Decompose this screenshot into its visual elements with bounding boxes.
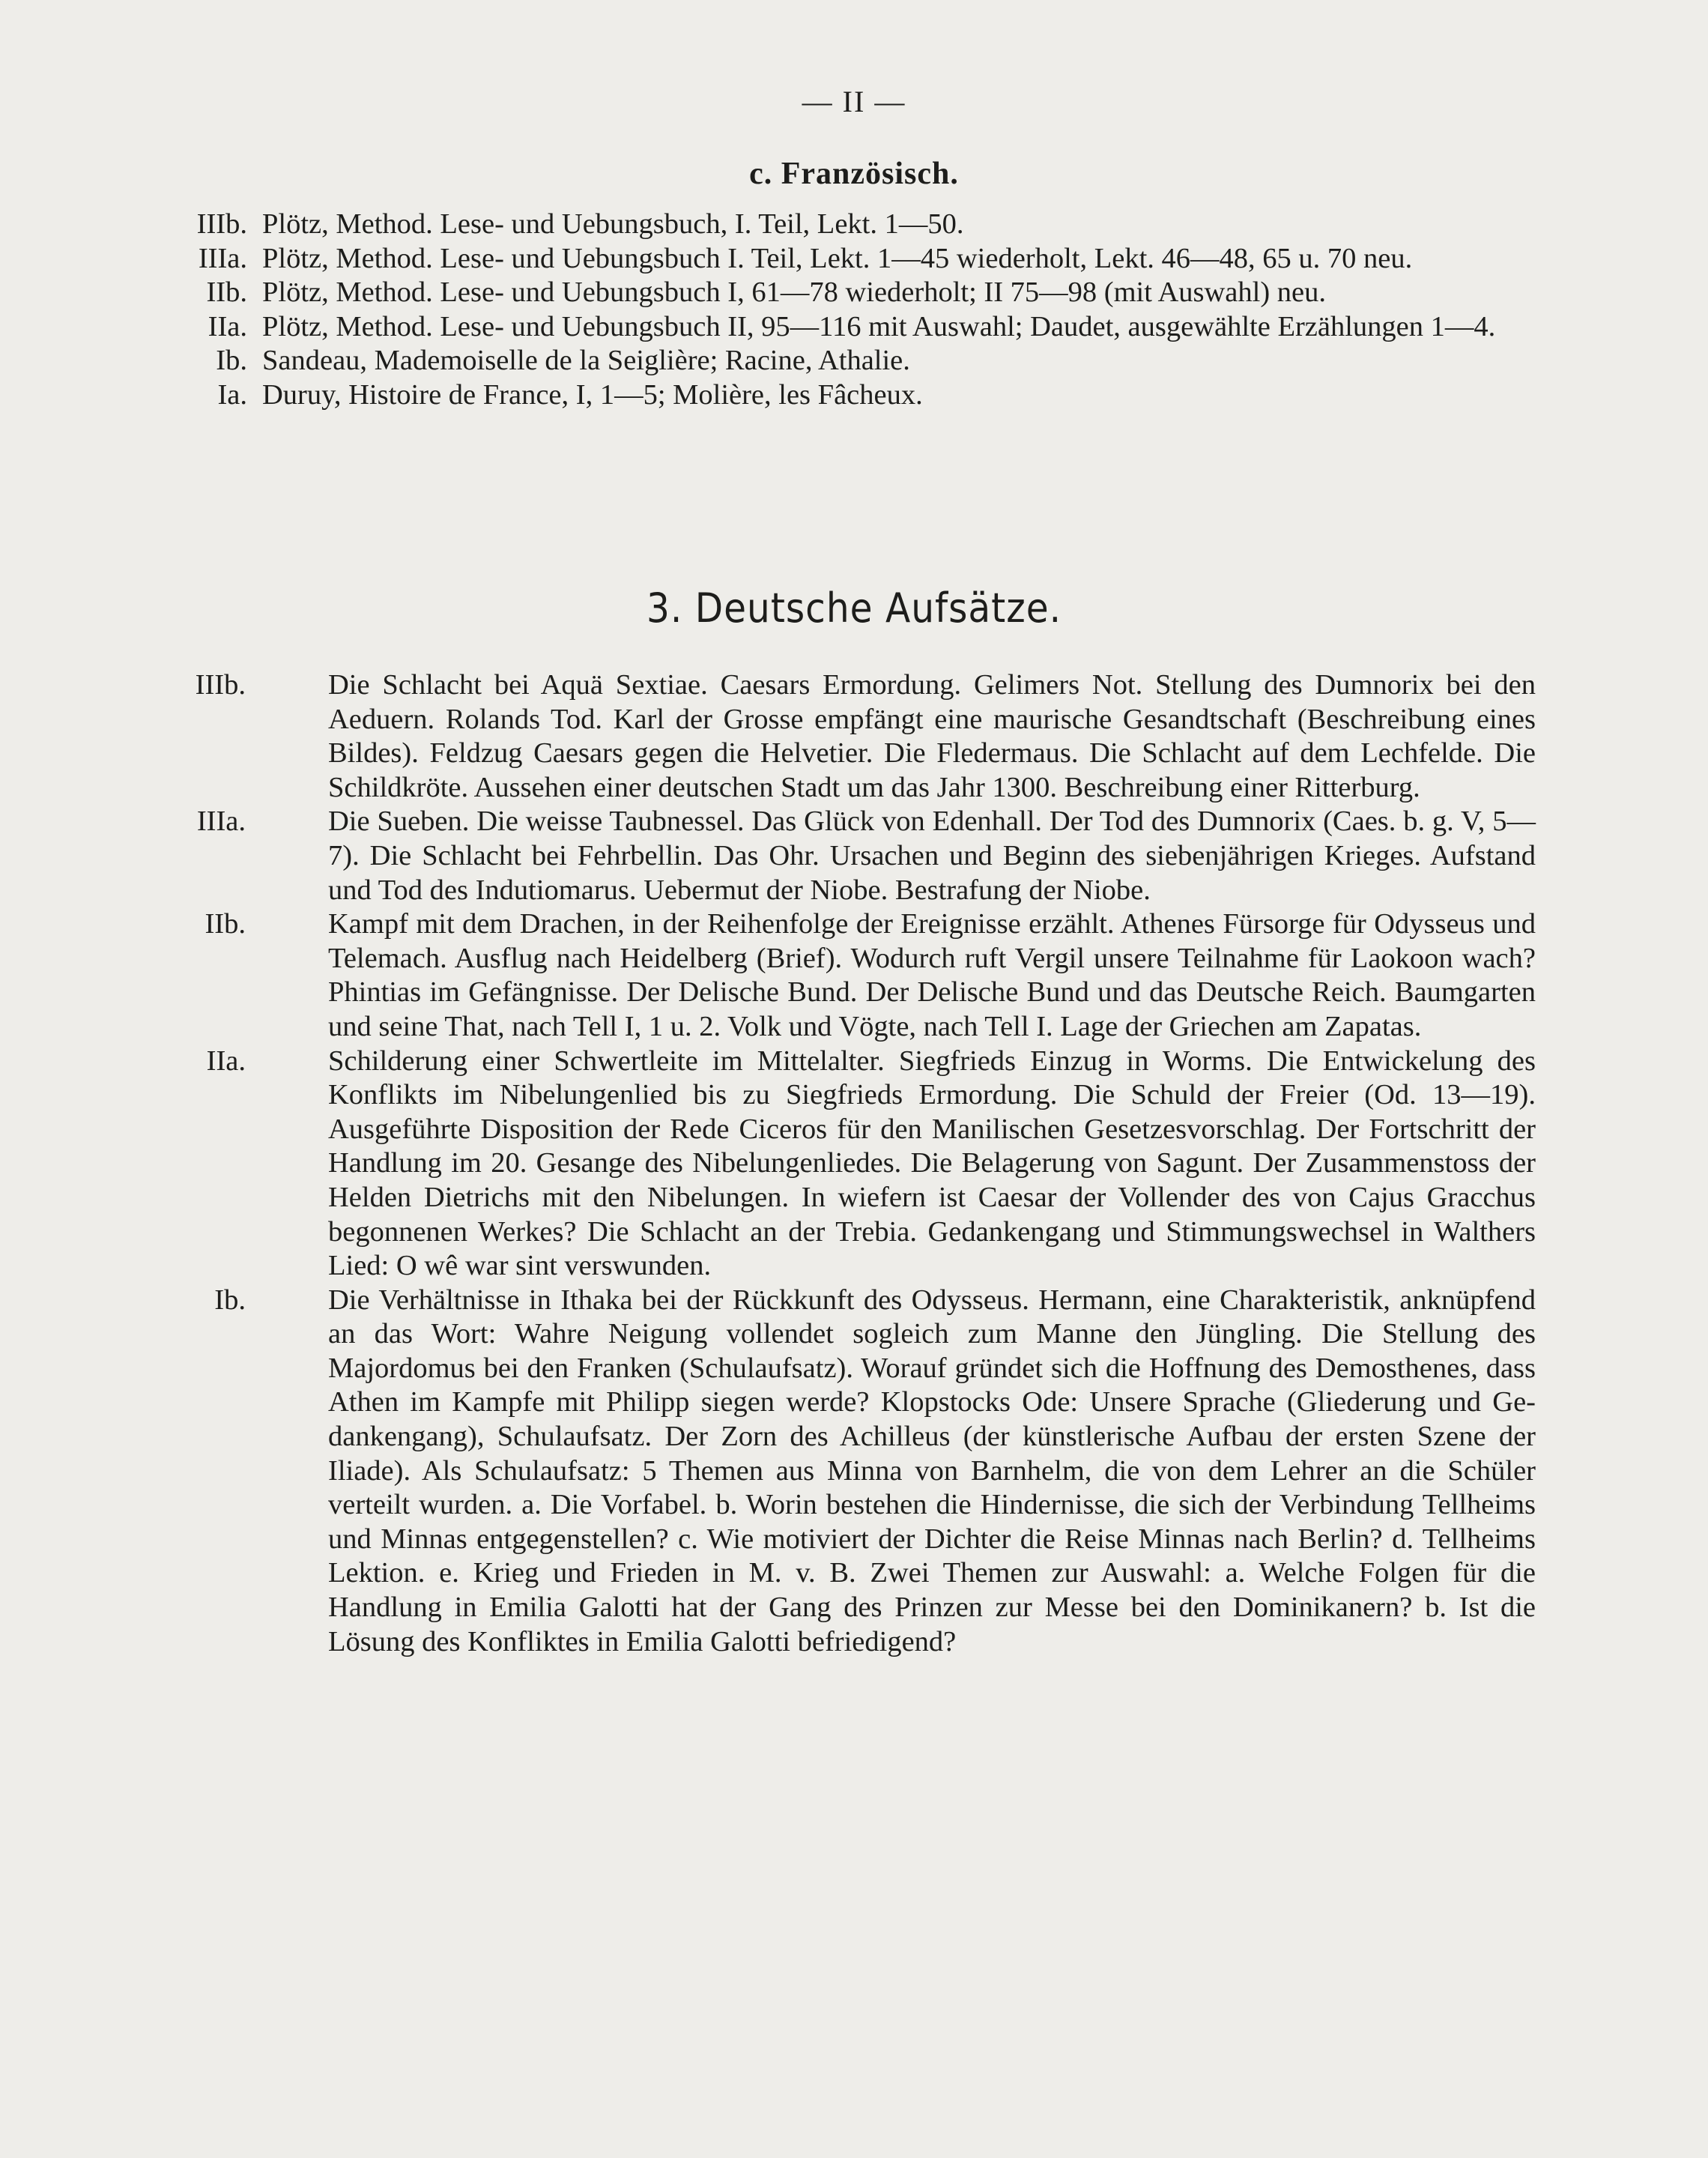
- entry-text: Plötz, Method. Lese- und Uebungsbuch I, 61—78 wiederholt; II 75—98 (mit Auswahl) neu.: [262, 276, 1326, 309]
- french-entry: [150, 242, 1536, 276]
- german-entry: [150, 668, 1536, 805]
- entry-text: Sandeau, Mademoiselle de la Seiglière; Racine, Athalie.: [262, 345, 910, 377]
- german-entry: [150, 907, 1536, 1044]
- class-label: IIIb.: [196, 208, 247, 240]
- french-entry: [150, 208, 1536, 242]
- entry-text: Die Schlacht bei Aquä Sextiae. Caesars Ermordung. Gelimers Not. Stellung des Dumnorix bei den Aeduern. Rolands Tod. Karl der Grosse empfängt eine maurische Gesandtschaft (Beschreibung eines Bildes). Feldzug Caesars gegen die Helvetier. Die Fledermaus. Die Schlacht auf dem Lechfelde. Die Schildkröte. Aussehen einer deutschen Stadt um das Jahr 1300. Beschreibung einer Ritterburg.: [328, 669, 1536, 803]
- class-label: Ia.: [217, 378, 247, 411]
- german-essay-list: [150, 668, 1536, 1659]
- page-number: — II —: [802, 85, 906, 118]
- entry-text: Plötz, Method. Lese- und Uebungsbuch, I. Teil, Lekt. 1—50.: [262, 208, 964, 240]
- german-entry: [150, 805, 1536, 907]
- class-label: IIa.: [208, 310, 247, 342]
- german-entry: [150, 1284, 1536, 1660]
- class-label: IIIb.: [195, 669, 246, 701]
- entry-text: Die Verhältnisse in Ithaka bei der Rückkunft des Odysseus. Hermann, eine Charakteristik, anknüpfend an das Wort: Wahre Neigung vollendet sogleich zum Manne den Jüngling. Die Stellung des Majordomus bei den Franken (Schulaufsatz). Worauf gründet sich die Hoffnung des Demosthenes, dass Athen im Kampfe mit Philipp siegen werde? Klopstocks Ode: Unsere Sprache (Gliederung und Gedankengang), Schulaufsatz. Der Zorn des Achilleus (der künstlerische Aufbau der ersten Szene der Iliade). Als Schulaufsatz: 5 Themen aus Minna von Barnhelm, die von dem Lehrer an die Schüler verteilt wurden. a. Die Vorfabel. b. Worin bestehen die Hindernisse, die sich der Verbindung Tellheims und Minnas entgegenstellen? c. Wie motiviert der Dichter die Reise Minnas nach Berlin? d. Tellheims Lektion. e. Krieg und Frieden in M. v. B. Zwei Themen zur Auswahl: a. Welche Folgen für die Handlung in Emilia Galotti hat der Gang des Prinzen zur Messe bei den Dominikanern? b. Ist die Lösung des Konfliktes in Emilia Galotti befriedigend?: [328, 1284, 1536, 1657]
- french-entry: [150, 344, 1536, 378]
- class-label: IIb.: [205, 908, 246, 940]
- class-label: Ib.: [216, 345, 247, 377]
- german-entry: [150, 1045, 1536, 1284]
- french-entry: [150, 276, 1536, 310]
- french-reading-list: [150, 208, 1536, 413]
- french-entry: [150, 378, 1536, 413]
- class-label: IIa.: [206, 1045, 246, 1077]
- class-label: IIb.: [206, 276, 247, 309]
- french-entry: [150, 310, 1536, 345]
- class-label: IIIa.: [196, 806, 246, 838]
- entry-text: Plötz, Method. Lese- und Uebungsbuch I. Teil, Lekt. 1—45 wiederholt, Lekt. 46—48, 65 u. 70 neu.: [262, 242, 1413, 274]
- class-label: IIIa.: [198, 242, 247, 274]
- entry-text: Die Sueben. Die weisse Taubnessel. Das Glück von Edenhall. Der Tod des Dumnorix (Caes. b. g. V, 5—7). Die Schlacht bei Fehrbellin. Das Ohr. Ursachen und Beginn des siebenjährigen Krieges. Aufstand und Tod des Indutiomarus. Uebermut der Niobe. Bestrafung der Niobe.: [328, 806, 1536, 906]
- entry-text: Duruy, Histoire de France, I, 1—5; Molière, les Fâcheux.: [262, 378, 923, 411]
- class-label: Ib.: [214, 1284, 246, 1316]
- german-essays-heading: 3. Deutsche Aufsätze.: [646, 584, 1062, 632]
- entry-text: Schilderung einer Schwertleite im Mittelalter. Siegfrieds Einzug in Worms. Die Entwickelung des Konflikts im Nibelungenlied bis zu Siegfrieds Ermordung. Die Schuld der Freier (Od. 13—19). Ausgeführte Disposition der Rede Ciceros für den Manilischen Gesetzesvorschlag. Der Fortschritt der Handlung im 20. Gesange des Nibelungenliedes. Die Belagerung von Sagunt. Der Zusammenstoss der Helden Dietrichs mit den Nibelungen. In wiefern ist Caesar der Vollender des von Cajus Gracchus begonnenen Werkes? Die Schlacht an der Trebia. Gedankengang und Stimmungswechsel in Walthers Lied: O wê war sint verswunden.: [328, 1045, 1536, 1282]
- entry-text: Plötz, Method. Lese- und Uebungsbuch II, 95—116 mit Auswahl; Daudet, ausgewählte Erzählungen 1—4.: [262, 310, 1496, 342]
- entry-text: Kampf mit dem Drachen, in der Reihenfolge der Ereignisse erzählt. Athenes Fürsorge für Odysseus und Telemach. Ausflug nach Heidelberg (Brief). Wodurch ruft Vergil unsere Teilnahme für Laokoon wach? Phintias im Gefängnisse. Der Delische Bund. Der Delische Bund und das Deutsche Reich. Baumgarten und seine That, nach Tell I, 1 u. 2. Volk und Vögte, nach Tell I. Lage der Griechen am Zapatas.: [328, 908, 1536, 1042]
- french-heading: c. Französisch.: [749, 157, 959, 191]
